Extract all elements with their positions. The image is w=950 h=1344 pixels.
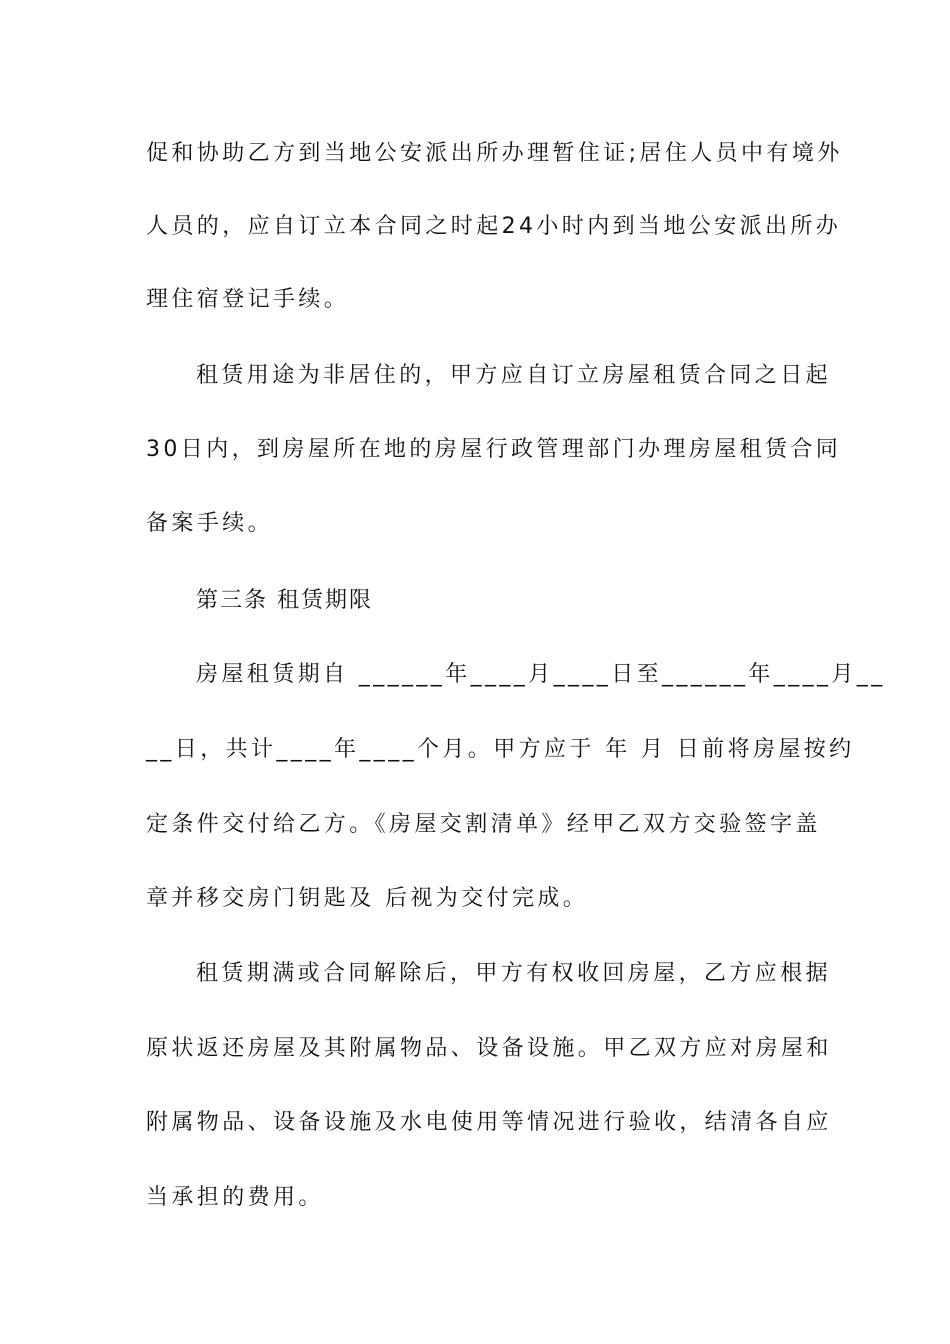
paragraph-line-2: 人员的，应自订立本合同之时起24小时内到当地公安派出所办 [146,214,842,239]
paragraph-line-14: 附属物品、设备设施及水电使用等情况进行验收，结清各自应 [146,1110,832,1135]
paragraph-line-3: 理住宿登记手续。 [146,287,350,312]
paragraph-line-11: 章并移交房门钥匙及 后视为交付完成。 [146,886,589,911]
paragraph-line-12: 租赁期满或合同解除后，甲方有权收回房屋，乙方应根据 [196,961,832,986]
section-heading: 第三条 租赁期限 [196,588,373,613]
paragraph-line-1: 促和协助乙方到当地公安派出所办理暂住证;居住人员中有境外 [146,141,843,166]
paragraph-line-15: 当承担的费用。 [146,1185,324,1210]
paragraph-line-4: 租赁用途为非居住的，甲方应自订立房屋租赁合同之日起 [196,363,832,388]
paragraph-line-13: 原状返还房屋及其附属物品、设备设施。甲乙双方应对房屋和 [146,1036,832,1061]
paragraph-line-6: 备案手续。 [146,511,274,536]
paragraph-line-10: 定条件交付给乙方。《房屋交割清单》经甲乙双方交验签字盖 [146,812,821,837]
paragraph-line-8: 房屋租赁期自 ______年____月____日至______年____月__ [196,662,886,687]
paragraph-line-9: __日，共计____年____个月。甲方应于 年 月 日前将房屋按约 [146,737,855,762]
paragraph-line-5: 30日内，到房屋所在地的房屋行政管理部门办理房屋租赁合同 [146,437,842,462]
